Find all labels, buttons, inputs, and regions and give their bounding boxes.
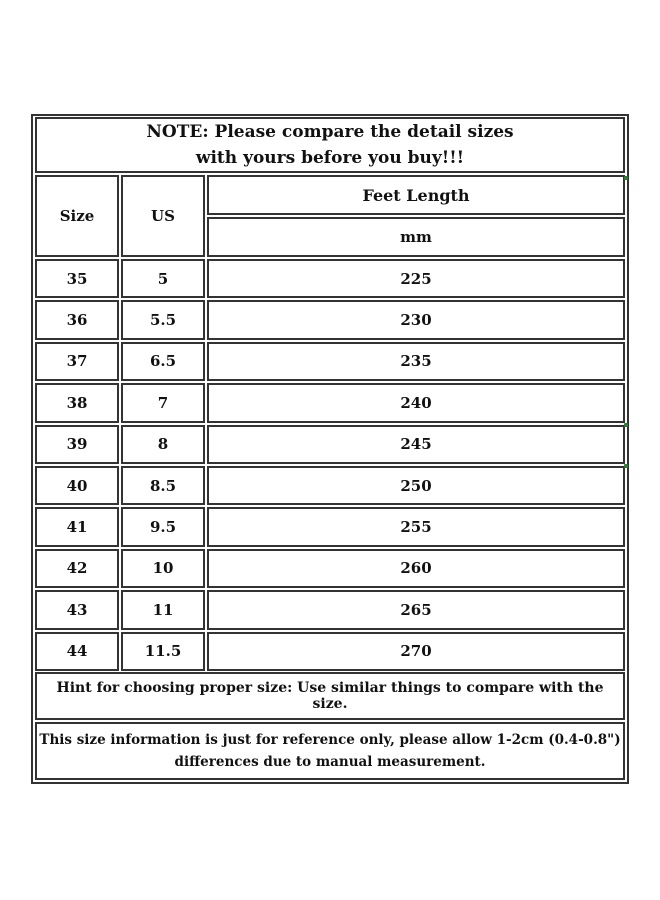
cell-size: 36	[35, 300, 119, 339]
cell-feet-length-mm: 225	[207, 259, 625, 298]
cell-us: 10	[121, 549, 205, 588]
cell-size: 41	[35, 507, 119, 546]
cell-feet-length-mm: 230	[207, 300, 625, 339]
note-box	[35, 117, 625, 173]
header-size: Size	[35, 175, 119, 257]
cell-us: 9.5	[121, 507, 205, 546]
cell-us: 5	[121, 259, 205, 298]
cell-feet-length-mm: 250	[207, 466, 625, 505]
green-dot	[624, 423, 628, 427]
cell-size: 43	[35, 590, 119, 629]
header-us: US	[121, 175, 205, 257]
cell-feet-length-mm: 260	[207, 549, 625, 588]
cell-size: 44	[35, 632, 119, 671]
disclaimer-line-2: differences due to manual measurement.	[174, 754, 486, 770]
cell-size: 38	[35, 383, 119, 422]
hint-box: Hint for choosing proper size: Use similar things to compare with the size.	[35, 672, 625, 720]
cell-feet-length-mm: 255	[207, 507, 625, 546]
cell-size: 39	[35, 425, 119, 464]
green-dot	[624, 176, 628, 180]
cell-us: 5.5	[121, 300, 205, 339]
disclaimer-line-1: This size information is just for reference only, please allow 1-2cm (0.4-0.8")	[39, 732, 621, 748]
cell-feet-length-mm: 235	[207, 342, 625, 381]
cell-us: 11.5	[121, 632, 205, 671]
disclaimer-box	[35, 722, 625, 780]
cell-feet-length-mm: 270	[207, 632, 625, 671]
header-unit-mm: mm	[207, 217, 625, 257]
cell-size: 35	[35, 259, 119, 298]
header-feet-length: Feet Length	[207, 175, 625, 215]
cell-feet-length-mm: 245	[207, 425, 625, 464]
cell-us: 11	[121, 590, 205, 629]
cell-feet-length-mm: 265	[207, 590, 625, 629]
cell-feet-length-mm: 240	[207, 383, 625, 422]
cell-us: 8.5	[121, 466, 205, 505]
cell-size: 42	[35, 549, 119, 588]
green-dot	[624, 464, 628, 468]
cell-us: 7	[121, 383, 205, 422]
cell-size: 37	[35, 342, 119, 381]
cell-size: 40	[35, 466, 119, 505]
cell-us: 6.5	[121, 342, 205, 381]
note-line-2: with yours before you buy!!!	[195, 148, 465, 168]
note-line-1: NOTE: Please compare the detail sizes	[146, 122, 514, 142]
cell-us: 8	[121, 425, 205, 464]
